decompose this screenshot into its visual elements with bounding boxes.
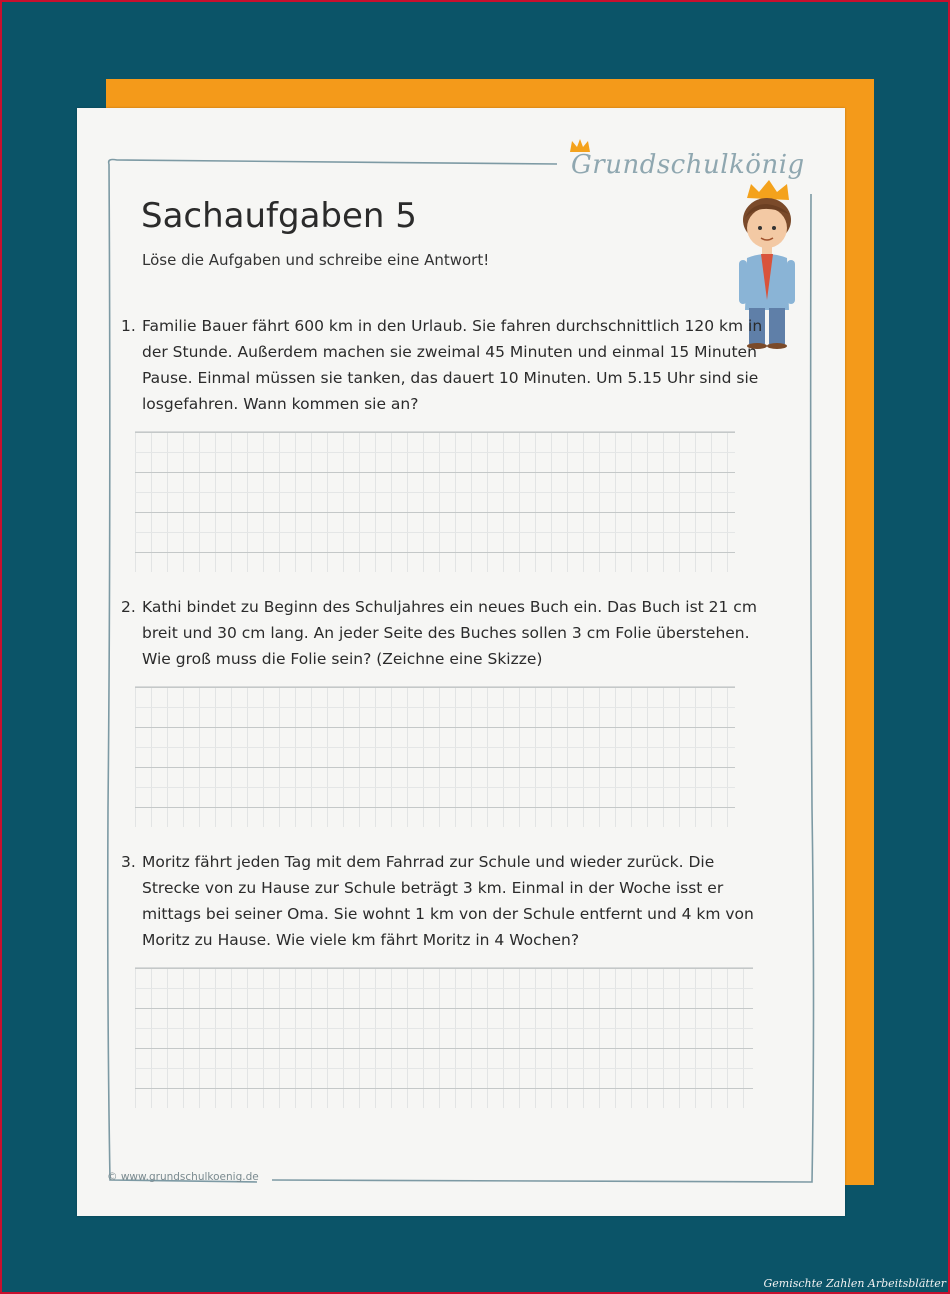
task-number: 1. [121, 317, 136, 335]
worksheet-instruction: Löse die Aufgaben und schreibe eine Antwort! [142, 251, 490, 269]
worksheet-title: Sachaufgaben 5 [141, 196, 417, 236]
task-text: Kathi bindet zu Beginn des Schuljahres ein neues Buch ein. Das Buch ist 21 cm breit und 30 cm lang. An jeder Seite des Buches sollen 3 cm Folie überstehen. Wie groß muss die Folie sein? (Zeichne eine Skizze) [142, 598, 757, 668]
task-2 [121, 594, 771, 672]
task-number: 3. [121, 853, 136, 871]
task-text: Familie Bauer fährt 600 km in den Urlaub. Sie fahren durchschnittlich 120 km in der Stunde. Außerdem machen sie zweimal 45 Minuten und einmal 15 Minuten Pause. Einmal müssen sie tanken, das dauert 10 Minuten. Um 5.15 Uhr sind sie losgefahren. Wann kommen sie an? [142, 317, 763, 413]
footer-copyright: © www.grundschulkoenig.de [107, 1171, 259, 1183]
task-text: Moritz fährt jeden Tag mit dem Fahrrad zur Schule und wieder zurück. Die Strecke von zu Hause zur Schule beträgt 3 km. Einmal in der Woche isst er mittags bei seiner Oma. Sie wohnt 1 km von der Schule entfernt und 4 km von Moritz zu Hause. Wie viele km fährt Moritz in 4 Wochen? [142, 853, 754, 949]
answer-grid-2[interactable] [135, 686, 735, 827]
task-3 [121, 849, 771, 953]
watermark-caption: Gemischte Zahlen Arbeitsblätter [763, 1277, 946, 1290]
answer-grid-3[interactable] [135, 967, 753, 1108]
task-1 [121, 313, 771, 417]
brand-logo: Grundschulkönig [571, 150, 805, 180]
task-number: 2. [121, 598, 136, 616]
answer-grid-1[interactable] [135, 431, 735, 572]
worksheet-page [77, 108, 845, 1216]
